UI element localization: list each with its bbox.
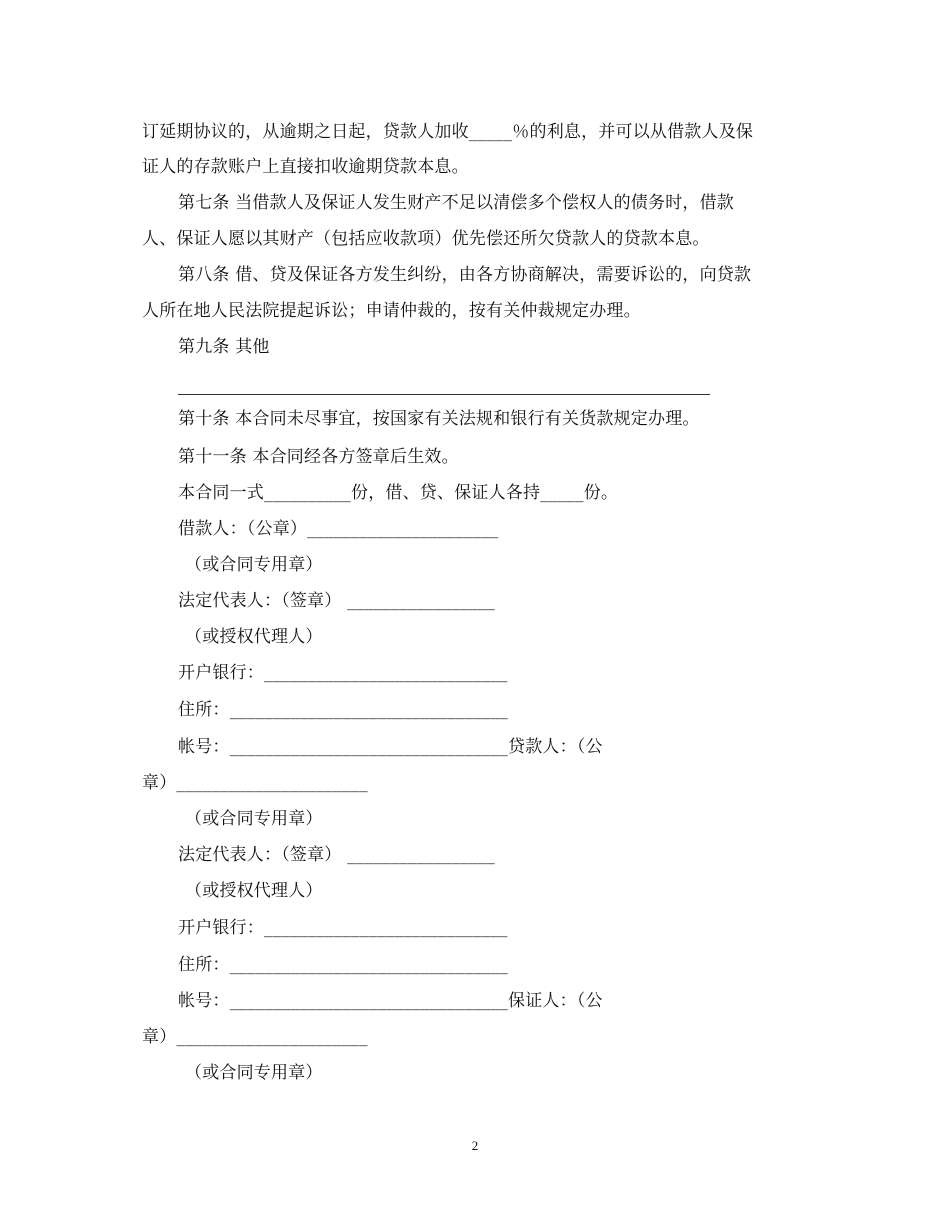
text-line: 帐号：________________________________贷款人：（公 xyxy=(178,737,603,757)
text-line: 订延期协议的，从逾期之日起，贷款人加收_____％的利息，并可以从借款人及保 xyxy=(142,122,754,142)
text-line: （或合同专用章） xyxy=(185,555,323,575)
text-line: 本合同一式__________份，借、贷、保证人各持_____份。 xyxy=(178,483,619,503)
text-line: 第九条 其他 xyxy=(178,337,270,357)
text-line: 借款人：（公章）______________________ xyxy=(178,519,499,539)
text-line: 第七条 当借款人及保证人发生财产不足以清偿多个偿权人的债务时，借款 xyxy=(178,193,735,213)
text-line: 第八条 借、贷及保证各方发生纠纷，由各方协商解决，需要诉讼的，向贷款 xyxy=(178,265,752,285)
text-line: 章）______________________ xyxy=(142,773,368,793)
text-line: 第十条 本合同未尽事宜，按国家有关法规和银行有关货款规定办理。 xyxy=(178,409,700,429)
page-number: 2 xyxy=(471,1138,479,1153)
text-line: （或合同专用章） xyxy=(185,809,323,829)
blank-fill-line xyxy=(178,394,710,395)
text-line: 开户银行：____________________________ xyxy=(178,663,508,683)
text-line: 章）______________________ xyxy=(142,1027,368,1047)
text-line: （或授权代理人） xyxy=(185,627,323,647)
text-line: 帐号：________________________________保证人：（公 xyxy=(178,991,603,1011)
text-line: 人、保证人愿以其财产（包括应收款项）优先偿还所欠贷款人的贷款本息。 xyxy=(142,229,710,249)
text-line: 开户银行：____________________________ xyxy=(178,918,508,938)
text-line: （或合同专用章） xyxy=(185,1063,323,1083)
text-line: 第十一条 本合同经各方签章后生效。 xyxy=(178,447,459,467)
text-line: 法定代表人：（签章） _________________ xyxy=(178,591,496,611)
text-line: 人所在地人民法院提起诉讼；申请仲裁的，按有关仲裁规定办理。 xyxy=(142,301,641,321)
text-line: 法定代表人：（签章） _________________ xyxy=(178,845,496,865)
text-line: （或授权代理人） xyxy=(185,881,323,901)
text-line: 住所：________________________________ xyxy=(178,955,508,975)
text-line: 证人的存款账户上直接扣收逾期贷款本息。 xyxy=(142,157,469,177)
text-line: 住所：________________________________ xyxy=(178,700,508,720)
